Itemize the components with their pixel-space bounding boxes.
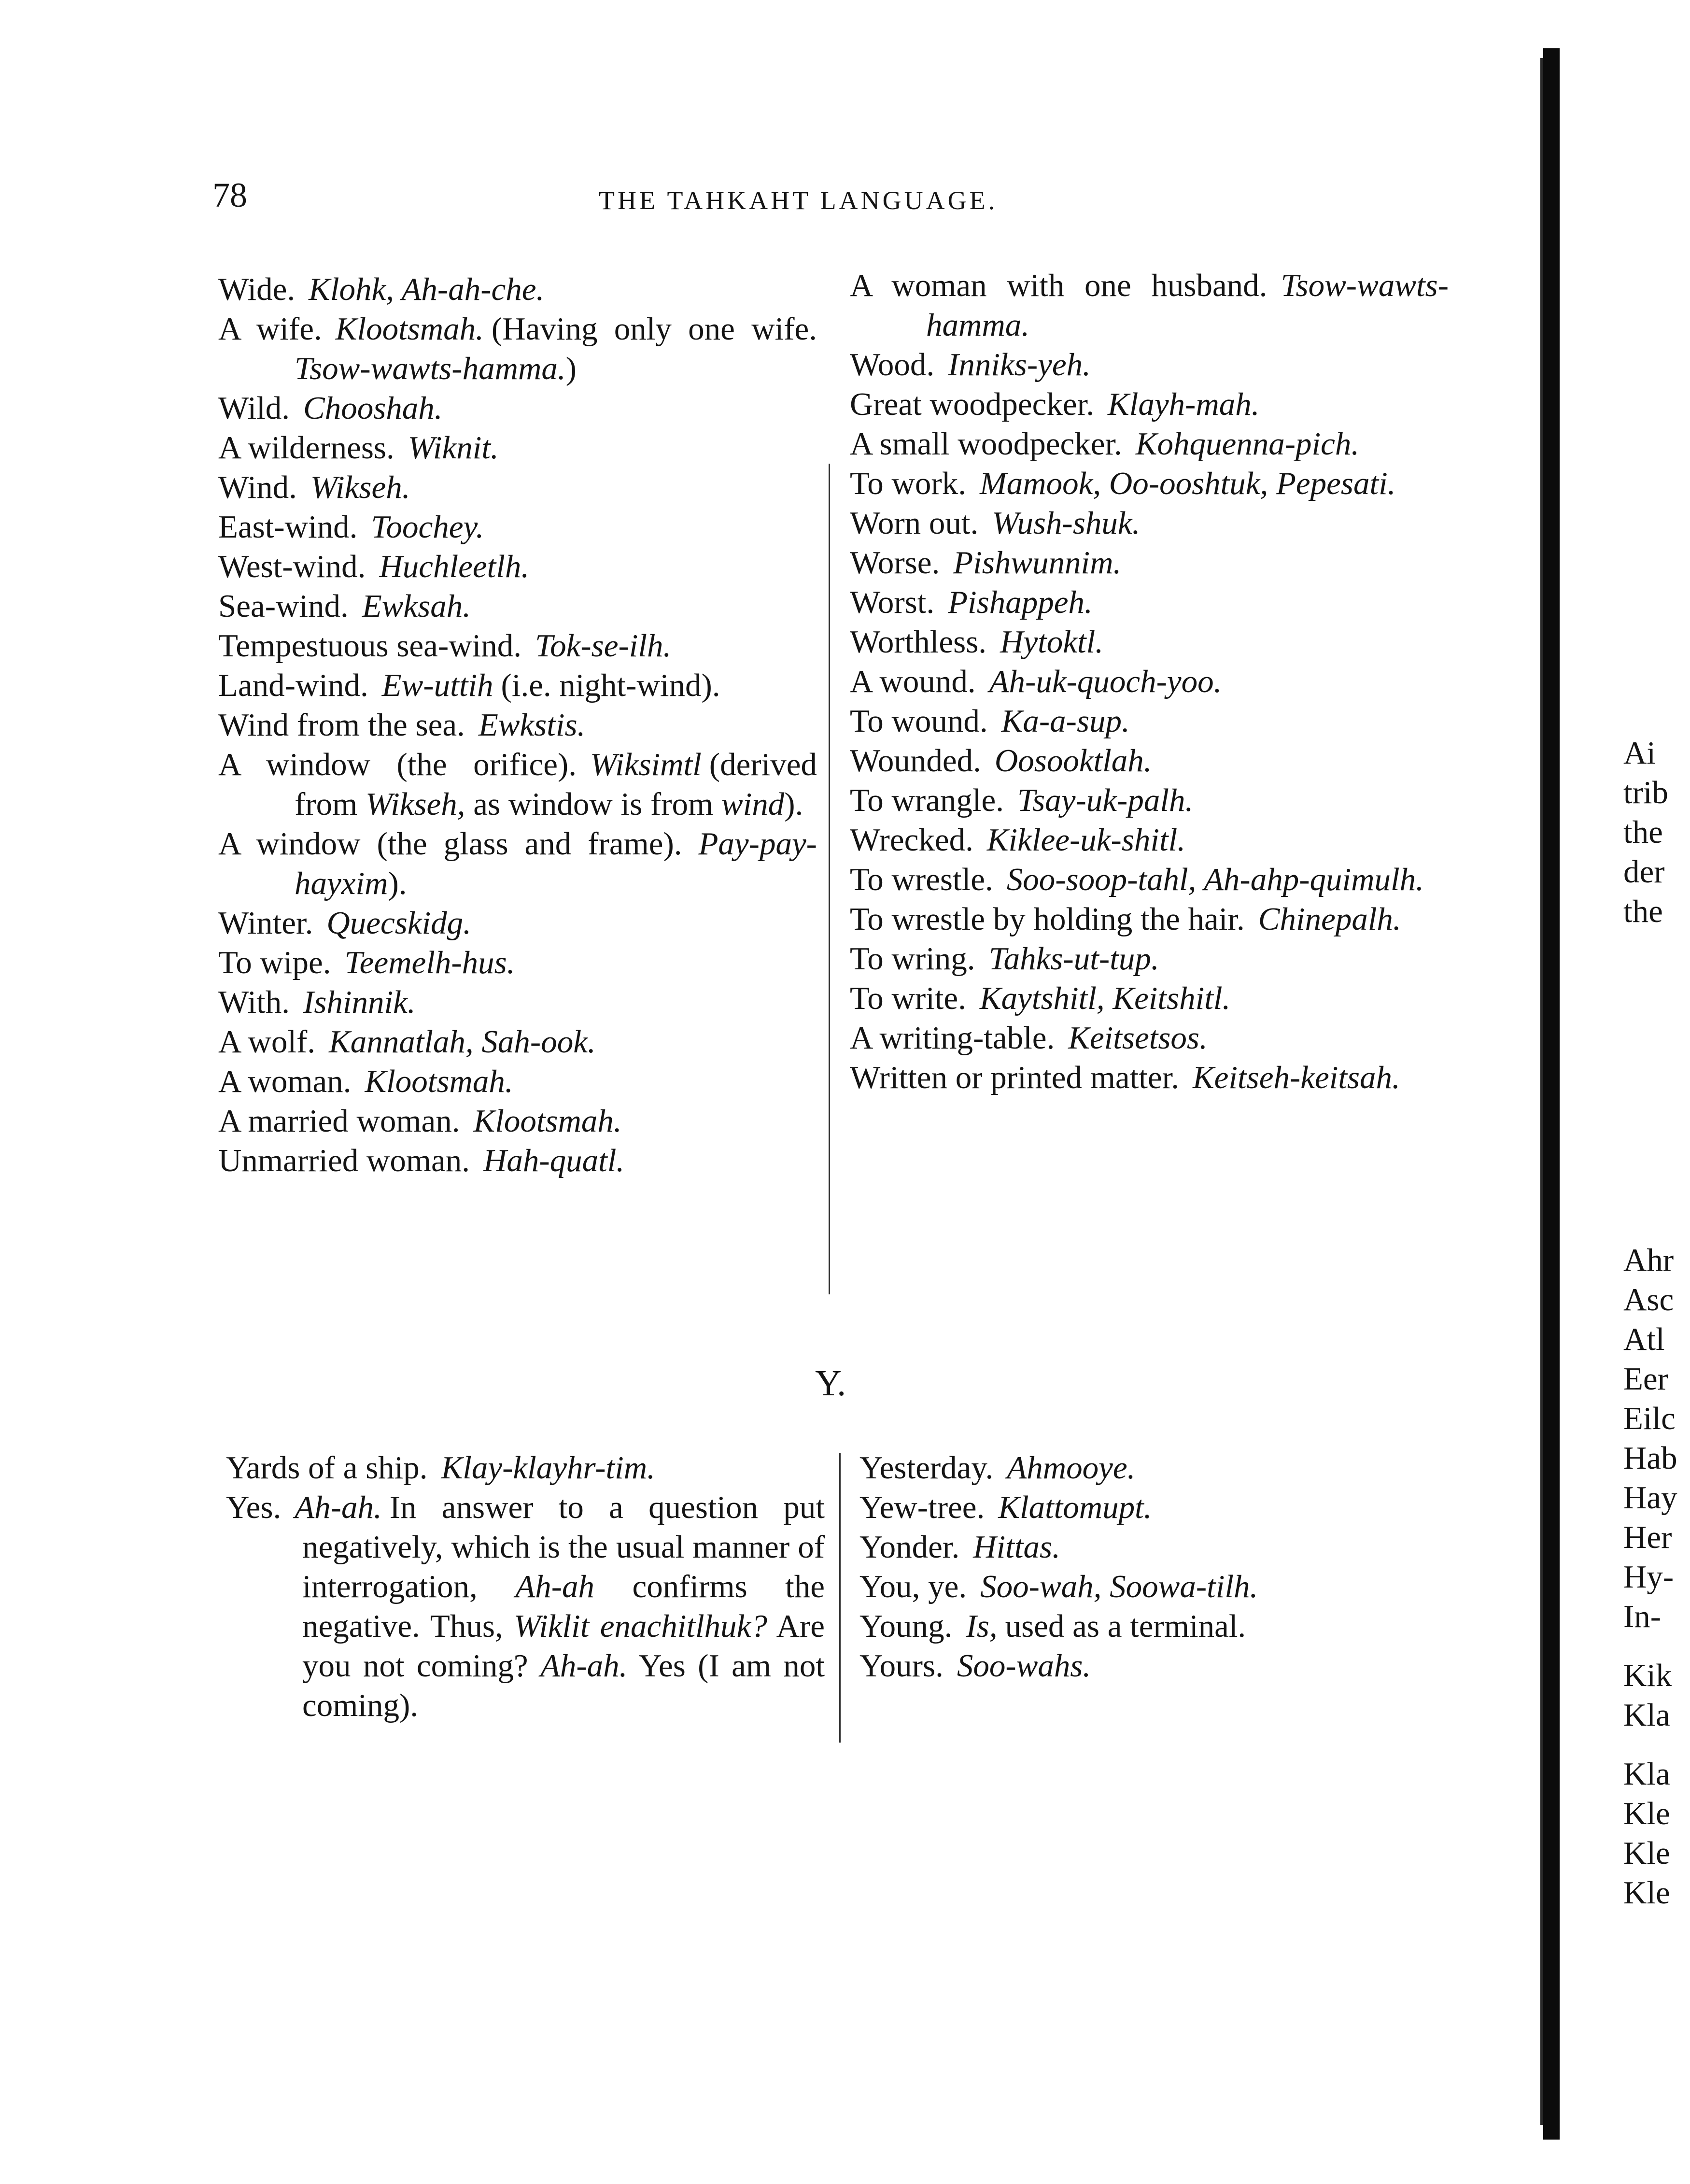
entry-translation: Hittas. (973, 1529, 1060, 1565)
facing-page-line: Ahr (1623, 1242, 1674, 1278)
entry-headword: Wild. (218, 390, 290, 426)
entry-headword: Written or printed matter. (850, 1060, 1179, 1095)
entry-translation: Ah-uk-quoch-yoo. (989, 664, 1222, 699)
entry-translation: Klay-klayhr-tim. (441, 1450, 655, 1486)
entry-translation: Pishappeh. (948, 584, 1093, 620)
column-divider (839, 1453, 841, 1743)
entry-headword: West-wind. (218, 549, 366, 584)
entry-note: (i.e. night-wind). (501, 667, 720, 703)
entry (850, 701, 1449, 741)
entry-headword: Great woodpecker. (850, 386, 1095, 422)
entry (226, 1488, 825, 1725)
entry-headword: Yes. (226, 1489, 282, 1525)
facing-page-line: Hy- (1623, 1559, 1674, 1595)
entry-translation: Quecskidg. (326, 905, 471, 941)
entry-translation: Ah-ah (515, 1569, 595, 1604)
entry (218, 824, 817, 903)
entry-headword: Yesterday. (859, 1450, 994, 1486)
entry (218, 507, 817, 547)
entry-translation: Hah-quatl. (483, 1143, 625, 1178)
entry-headword: Worst. (850, 584, 935, 620)
entry (218, 982, 817, 1022)
page-number: 78 (212, 176, 247, 214)
entry-headword: Sea-wind. (218, 588, 349, 624)
entry (850, 939, 1449, 979)
entry-translation: Keitseh-keitsah. (1192, 1060, 1400, 1095)
facing-page-line: trib (1623, 775, 1669, 810)
entry (850, 424, 1449, 464)
facing-page-line: Asc (1623, 1282, 1674, 1318)
facing-page-line: Kle (1623, 1796, 1670, 1831)
facing-page-line: Her (1623, 1519, 1672, 1555)
section-y-left-column (226, 1448, 825, 1725)
entry-translation: Klootsmah. (365, 1064, 513, 1099)
entry-headword: A woman with one husband. (850, 268, 1268, 303)
entry-headword: Wrecked. (850, 822, 973, 858)
entry (218, 547, 817, 586)
entry-note: used as a terminal. (1005, 1608, 1246, 1644)
entry-translation: wind (721, 786, 785, 822)
entry (218, 586, 817, 626)
entry-note: Are you not coming? (302, 1608, 825, 1684)
entry-translation: Klohk, Ah-ah-che. (309, 271, 545, 307)
entry-translation: Pishwunnim. (953, 545, 1122, 581)
entry-headword: To wrestle. (850, 862, 993, 897)
entry (859, 1488, 1458, 1527)
entry (850, 543, 1449, 582)
entry-translation: Kiklee-uk-shitl. (986, 822, 1186, 858)
entry-translation: Kannatlah, Sah-ook. (329, 1024, 596, 1060)
entry-translation: Wikseh. (310, 469, 410, 505)
facing-page-line: Kik (1623, 1658, 1672, 1693)
entry-headword: To wound. (850, 703, 988, 739)
entry-headword: With. (218, 984, 290, 1020)
entry (850, 741, 1449, 780)
entry (218, 428, 817, 468)
entry-translation: Tahks-ut-tup. (988, 941, 1159, 977)
entry-translation: Wikseh, (366, 786, 465, 822)
facing-page-line: Hab (1623, 1440, 1677, 1476)
entry-translation: Klootsmah. (473, 1103, 622, 1139)
entry-translation: Tsay-uk-palh. (1017, 782, 1194, 818)
entry-translation: Wiklit enachitlhuk? (514, 1608, 767, 1644)
entry-headword: You, ye. (859, 1569, 967, 1604)
entry-headword: A wolf. (218, 1024, 315, 1060)
entry-translation: Ew-uttih (381, 667, 493, 703)
entry-headword: A wife. (218, 311, 322, 347)
entry-headword: To write. (850, 980, 966, 1016)
column-divider (829, 464, 830, 1294)
entry-headword: A wilderness. (218, 430, 394, 466)
entry (218, 1062, 817, 1101)
entry (218, 269, 817, 309)
entry-headword: A window (the orifice). (218, 747, 577, 782)
entry-headword: Worse. (850, 545, 940, 581)
entry-note: (derived from (295, 747, 817, 822)
entry-headword: Unmarried woman. (218, 1143, 470, 1178)
entry (218, 1101, 817, 1141)
entry-translation: Klayh-mah. (1108, 386, 1260, 422)
entry-headword: Wide. (218, 271, 296, 307)
entry-translation: Pay-pay-hayxim (295, 826, 817, 901)
section-w-right-column (850, 266, 1449, 1097)
entry-translation: Klootsmah. (335, 311, 484, 347)
entry (218, 468, 817, 507)
entry-note: Yes (I am not coming). (302, 1648, 825, 1723)
entry (850, 979, 1449, 1018)
entry-headword: A married woman. (218, 1103, 460, 1139)
entry (850, 780, 1449, 820)
entry-note: (Having only one wife. (491, 311, 817, 347)
entry-translation: Mamook, Oo-ooshtuk, Pepesati. (979, 466, 1396, 501)
entry-headword: Yours. (859, 1648, 944, 1684)
entry-headword: Yonder. (859, 1529, 960, 1565)
entry (850, 345, 1449, 384)
facing-page-line: Eer (1623, 1361, 1668, 1397)
entry (850, 384, 1449, 424)
entry-translation: Soo-soop-tahl, Ah-ahp-quimulh. (1006, 862, 1424, 897)
entry (850, 1018, 1449, 1058)
facing-page-text (1623, 733, 1690, 931)
entry (850, 899, 1449, 939)
entry (859, 1527, 1458, 1567)
entry (850, 582, 1449, 622)
entry (850, 662, 1449, 701)
entry-translation: Chinepalh. (1258, 901, 1401, 937)
entry-translation: Inniks-yeh. (948, 347, 1091, 383)
entry-translation: Tok-se-ilh. (535, 628, 672, 664)
facing-page-line: Hay (1623, 1480, 1677, 1516)
entry (226, 1448, 825, 1488)
entry-note: confirms the negative. Thus, (302, 1569, 825, 1644)
entry (218, 666, 817, 705)
entry-headword: Worthless. (850, 624, 987, 660)
entry (850, 266, 1449, 345)
entry (850, 1058, 1449, 1097)
entry-translation: Teemelh-hus. (344, 945, 515, 980)
entry-headword: Yards of a ship. (226, 1450, 428, 1486)
entry-headword: Wounded. (850, 743, 981, 779)
entry-translation: Soo-wah, Soowa-tilh. (980, 1569, 1258, 1604)
entry-translation: Tsow-wawts-hamma. (926, 268, 1449, 343)
entry-headword: Yew-tree. (859, 1489, 985, 1525)
entry-headword: Worn out. (850, 505, 979, 541)
entry (850, 464, 1449, 503)
entry (218, 705, 817, 745)
entry-translation: Hytoktl. (1000, 624, 1104, 660)
entry-headword: A wound. (850, 664, 976, 699)
entry-translation: Wiknit. (408, 430, 499, 466)
entry-headword: To work. (850, 466, 966, 501)
entry (859, 1606, 1458, 1646)
facing-page-line: the (1623, 814, 1663, 850)
section-heading-y: Y. (815, 1363, 846, 1404)
entry-note: In answer to a question put negatively, which is the usual manner of interrogation, (302, 1489, 825, 1604)
entry (850, 860, 1449, 899)
facing-page-line: Kle (1623, 1875, 1670, 1911)
facing-page-line: der (1623, 854, 1665, 890)
entry-headword: East-wind. (218, 509, 358, 545)
entry-translation: Kohquenna-pich. (1135, 426, 1360, 462)
entry-headword: Wood. (850, 347, 935, 383)
entry-translation: Klattomupt. (998, 1489, 1152, 1525)
entry-headword: A woman. (218, 1064, 352, 1099)
entry-translation: Tsow-wawts-hamma. (295, 351, 566, 386)
entry-headword: Wind from the sea. (218, 707, 465, 743)
facing-page-line: Kla (1623, 1756, 1670, 1792)
entry-translation: Kaytshitl, Keitshitl. (979, 980, 1231, 1016)
entry (850, 503, 1449, 543)
facing-page-line: Kla (1623, 1697, 1670, 1733)
entry (218, 745, 817, 824)
entry-note: ) (565, 351, 577, 386)
facing-page-line: Ai (1623, 735, 1656, 771)
entry-headword: Winter. (218, 905, 313, 941)
entry-translation: Ewksah. (362, 588, 471, 624)
entry-headword: A window (the glass and frame). (218, 826, 682, 862)
entry-translation: Soo-wahs. (957, 1648, 1091, 1684)
entry (859, 1646, 1458, 1686)
entry-translation: Oosooktlah. (994, 743, 1152, 779)
entry-headword: Wind. (218, 469, 297, 505)
entry (218, 903, 817, 943)
entry-translation: Huchleetlh. (379, 549, 530, 584)
entry-translation: Ka-a-sup. (1001, 703, 1130, 739)
entry-translation: Ishinnik. (303, 984, 416, 1020)
entry-translation: Wiksimtl (590, 747, 702, 782)
entry (859, 1567, 1458, 1606)
entry-translation: Toochey. (371, 509, 484, 545)
running-head: THE TAHKAHT LANGUAGE. (599, 186, 998, 215)
facing-page-line: Kle (1623, 1835, 1670, 1871)
entry-headword: To wring. (850, 941, 975, 977)
entry-headword: To wrangle. (850, 782, 1004, 818)
book-gutter (1543, 48, 1560, 2140)
entry-headword: A small woodpecker. (850, 426, 1122, 462)
facing-page-line: In- (1623, 1599, 1662, 1634)
entry-translation: Wush-shuk. (992, 505, 1141, 541)
entry-headword: Tempestuous sea-wind. (218, 628, 521, 664)
entry-translation: Ahmooye. (1007, 1450, 1136, 1486)
entry-headword: To wipe. (218, 945, 331, 980)
facing-page-list (1623, 1240, 1690, 1913)
entry (859, 1448, 1458, 1488)
entry-note: ). (784, 786, 803, 822)
entry-headword: Young. (859, 1608, 953, 1644)
facing-page-line: the (1623, 893, 1663, 929)
entry (218, 1141, 817, 1180)
entry (850, 622, 1449, 662)
entry-translation: Keitsetsos. (1068, 1020, 1208, 1056)
entry (218, 943, 817, 982)
entry-note: as window is from (473, 786, 714, 822)
entry-headword: Land-wind. (218, 667, 368, 703)
facing-page-line: Eilc (1623, 1401, 1676, 1436)
facing-page-gap (1623, 1735, 1690, 1754)
entry (218, 309, 817, 388)
entry-headword: A writing-table. (850, 1020, 1055, 1056)
entry-headword: To wrestle by holding the hair. (850, 901, 1245, 937)
facing-page-gap (1623, 1636, 1690, 1656)
section-y-right-column (859, 1448, 1458, 1686)
entry (218, 626, 817, 666)
entry-translation: Chooshah. (303, 390, 443, 426)
entry (218, 388, 817, 428)
entry (850, 820, 1449, 860)
facing-page-line: Atl (1623, 1321, 1665, 1357)
section-w-left-column (218, 269, 817, 1180)
entry-note: ). (388, 865, 407, 901)
entry-translation: Ewkstis. (478, 707, 586, 743)
entry-translation: Ah-ah. (540, 1648, 628, 1684)
entry-translation: Ah-ah. (295, 1489, 382, 1525)
entry-translation: Is, (966, 1608, 998, 1644)
entry (218, 1022, 817, 1062)
